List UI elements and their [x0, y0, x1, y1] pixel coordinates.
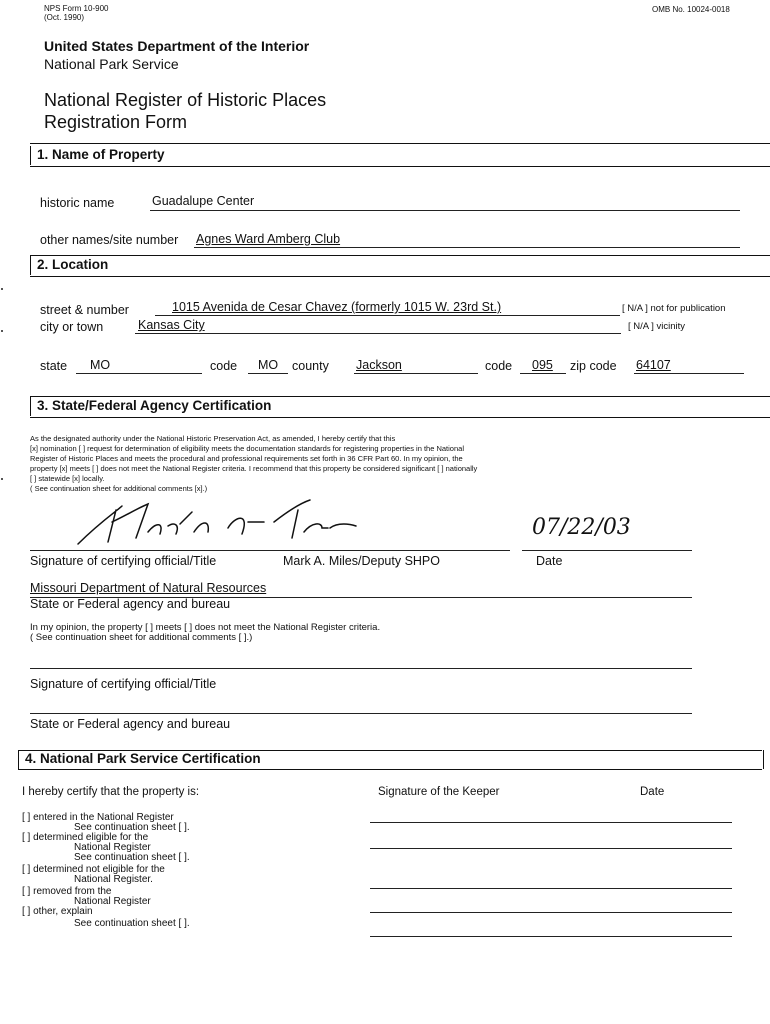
- certification-text-4: property [x] meets [ ] does not meet the National Register criteria. I recommend that this property be considered significant [ ] nationally: [30, 464, 478, 473]
- keeper-line[interactable]: [370, 936, 732, 937]
- section-rule: [30, 276, 770, 277]
- continuation-note: See continuation sheet [ ].: [74, 822, 190, 833]
- section-2-header: [30, 256, 770, 275]
- scan-speck: [1, 288, 3, 290]
- status-not-eligible[interactable]: [ ] determined not eligible for the: [22, 864, 165, 875]
- field-line: [76, 373, 202, 374]
- certification-text-5: [ ] statewide [x] locally.: [30, 474, 105, 483]
- signature-label: Signature of certifying official/Title: [30, 554, 217, 568]
- county-label: county: [292, 359, 329, 373]
- keeper-line[interactable]: [370, 912, 732, 913]
- continuation-note: See continuation sheet [ ].: [74, 852, 190, 863]
- certification-text-2: [x] nomination [ ] request for determination of eligibility meets the documentation standards for registering properties in the National: [30, 444, 464, 453]
- field-line: [520, 373, 566, 374]
- signature-label-2: Signature of certifying official/Title: [30, 677, 217, 691]
- status-determined-eligible[interactable]: [ ] determined eligible for the: [22, 832, 149, 843]
- date-line: [522, 550, 692, 551]
- signature-line: [30, 550, 510, 551]
- code-label: code: [210, 359, 238, 373]
- section-1-heading: 1. Name of Property: [37, 147, 165, 162]
- street-label: street & number: [40, 303, 129, 317]
- keeper-line[interactable]: [370, 888, 732, 889]
- field-line: [248, 373, 288, 374]
- handwritten-signature: [60, 492, 360, 552]
- section-2-heading: 2. Location: [37, 257, 109, 272]
- zip-value[interactable]: 64107: [636, 358, 671, 372]
- city-value[interactable]: Kansas City: [138, 318, 205, 332]
- section-rule: [18, 769, 762, 770]
- signature-line: [30, 668, 692, 669]
- status-sub: National Register: [74, 896, 151, 907]
- county-code-label: code: [485, 359, 513, 373]
- agency-label: State or Federal agency and bureau: [30, 597, 231, 611]
- keeper-line[interactable]: [370, 848, 732, 849]
- department: United States Department of the Interior: [44, 38, 310, 54]
- field-line: [135, 333, 621, 334]
- keeper-signature-label: Signature of the Keeper: [378, 786, 500, 798]
- scan-speck: [1, 478, 3, 480]
- status-other[interactable]: [ ] other, explain: [22, 906, 93, 917]
- state-value[interactable]: MO: [90, 358, 111, 372]
- vicinity: [ N/A ] vicinity: [628, 321, 686, 332]
- opinion-text-1: In my opinion, the property [ ] meets [ ] does not meet the National Register criteria.: [30, 622, 381, 633]
- agency-label-2: State or Federal agency and bureau: [30, 717, 231, 731]
- street-value[interactable]: 1015 Avenida de Cesar Chavez (formerly 1015 W. 23rd St.): [172, 300, 502, 314]
- status-sub: National Register.: [74, 874, 153, 885]
- status-sub: National Register: [74, 842, 151, 853]
- historic-name-label: historic name: [40, 196, 115, 210]
- zip-label: zip code: [570, 359, 617, 373]
- certification-text-1: As the designated authority under the National Historic Preservation Act, as amended, I hereby certify that this: [30, 434, 396, 443]
- opinion-text-2: ( See continuation sheet for additional comments [ ].): [30, 632, 253, 643]
- field-line: [150, 210, 740, 211]
- code-value[interactable]: MO: [258, 358, 279, 372]
- status-entered[interactable]: [ ] entered in the National Register: [22, 812, 174, 823]
- field-line: [155, 315, 620, 316]
- certification-text-6: ( See continuation sheet for additional comments [x].): [30, 484, 208, 493]
- section-rule: [30, 166, 770, 167]
- status-removed[interactable]: [ ] removed from the: [22, 886, 112, 897]
- other-names-value[interactable]: Agnes Ward Amberg Club: [196, 232, 341, 246]
- county-value[interactable]: Jackson: [356, 358, 402, 372]
- field-line: [354, 373, 478, 374]
- nps-intro: I hereby certify that the property is:: [22, 786, 200, 798]
- form-number: NPS Form 10-900: [44, 4, 109, 13]
- certification-text-3: Register of Historic Places and meets the procedural and professional requirements set forth in 36 CFR Part 60. In my opinion, the: [30, 454, 463, 463]
- omb-number: OMB No. 10024-0018: [652, 5, 730, 14]
- state-label: state: [40, 359, 68, 373]
- keeper-line[interactable]: [370, 822, 732, 823]
- date-label: Date: [536, 554, 563, 568]
- form-subtitle: Registration Form: [44, 112, 188, 132]
- historic-name-value[interactable]: Guadalupe Center: [152, 194, 255, 208]
- not-for-publication: [ N/A ] not for publication: [622, 303, 726, 314]
- field-line: [30, 713, 692, 714]
- section-3-heading: 3. State/Federal Agency Certification: [37, 398, 272, 413]
- signature-name: Mark A. Miles/Deputy SHPO: [283, 554, 440, 568]
- section-1-header: [30, 146, 770, 165]
- field-line: [634, 373, 744, 374]
- city-label: city or town: [40, 320, 104, 334]
- county-code-value[interactable]: 095: [532, 358, 553, 372]
- other-names-label: other names/site number: [40, 233, 179, 247]
- section-rule: [30, 143, 770, 144]
- section-3-header: [30, 397, 770, 416]
- section-4-heading: 4. National Park Service Certification: [25, 751, 261, 766]
- section-4-header: [18, 750, 764, 769]
- handwritten-date: 07/22/03: [532, 515, 631, 540]
- field-line: [194, 247, 740, 248]
- keeper-date-label: Date: [640, 786, 665, 798]
- section-rule: [30, 417, 770, 418]
- agency-value[interactable]: Missouri Department of Natural Resources: [30, 581, 267, 595]
- form-date: (Oct. 1990): [44, 13, 85, 22]
- form-title: National Register of Historic Places: [44, 90, 327, 110]
- service: National Park Service: [44, 56, 179, 72]
- continuation-note: See continuation sheet [ ].: [74, 918, 190, 929]
- scan-speck: [1, 330, 3, 332]
